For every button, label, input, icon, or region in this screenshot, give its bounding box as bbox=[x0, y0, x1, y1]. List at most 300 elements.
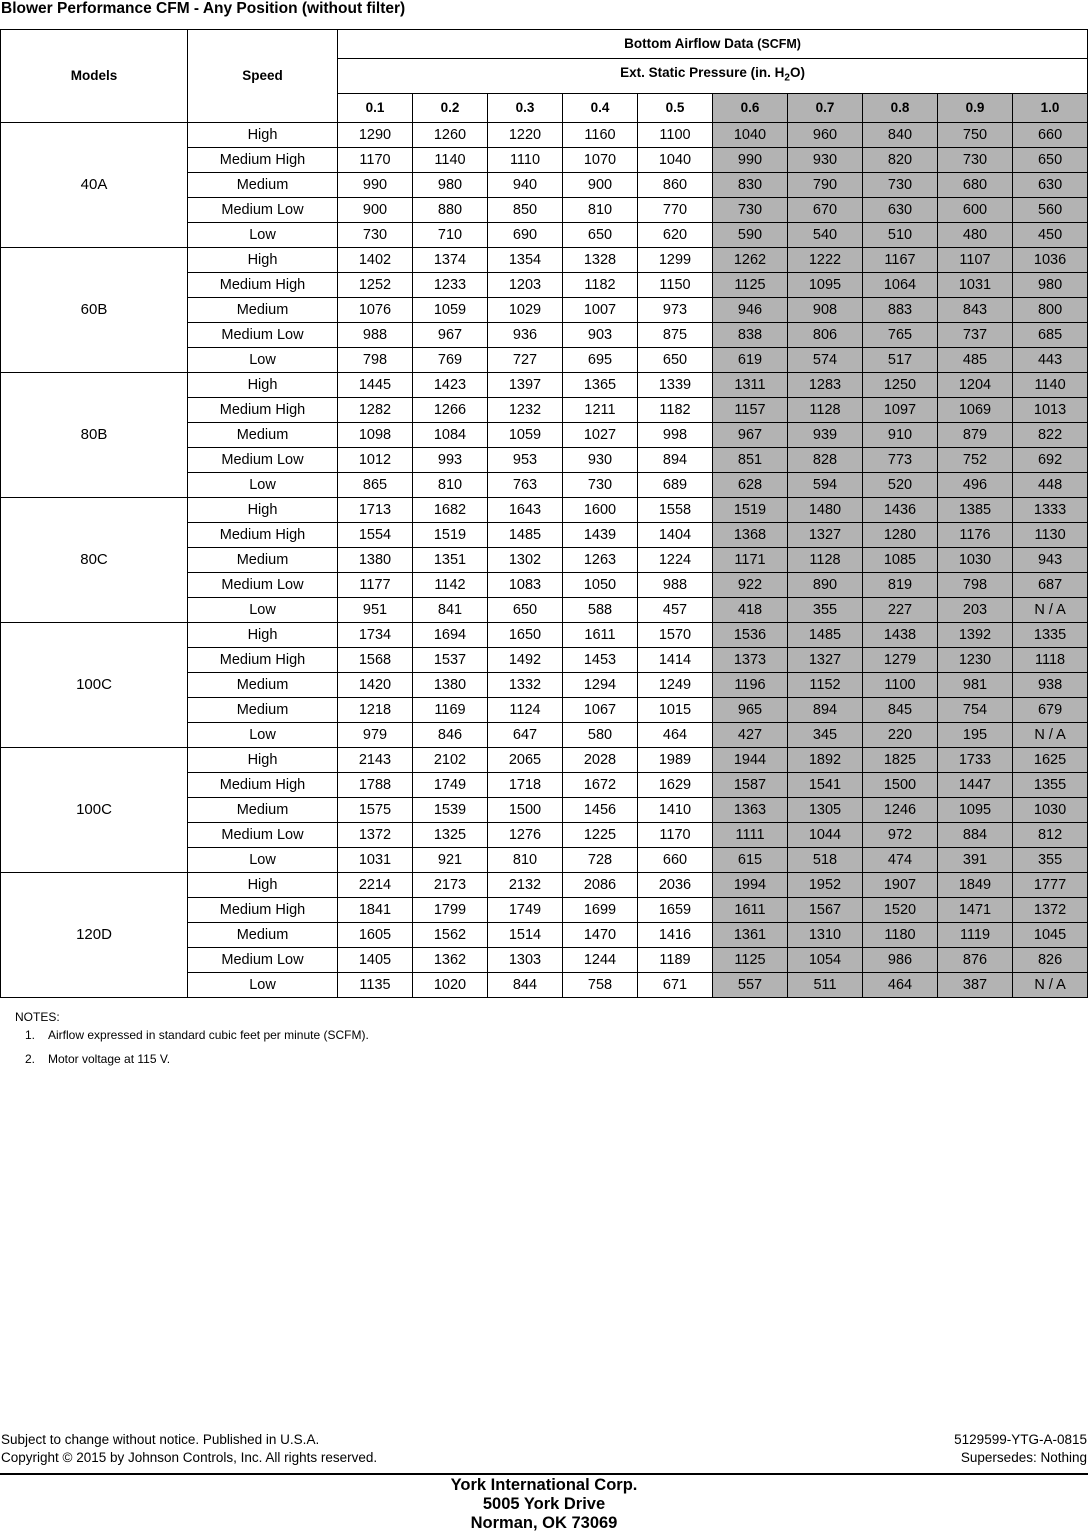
airflow-value-cell: 1054 bbox=[788, 947, 863, 972]
airflow-value-cell: 1713 bbox=[338, 497, 413, 522]
airflow-value-cell: 1107 bbox=[938, 247, 1013, 272]
airflow-value-cell: 1280 bbox=[863, 522, 938, 547]
airflow-value-cell: 828 bbox=[788, 447, 863, 472]
airflow-value-cell: 1439 bbox=[563, 522, 638, 547]
speed-column-header: Speed bbox=[188, 30, 338, 123]
airflow-value-cell: 826 bbox=[1013, 947, 1088, 972]
airflow-value-cell: 227 bbox=[863, 597, 938, 622]
airflow-value-cell: 1447 bbox=[938, 772, 1013, 797]
airflow-value-cell: 1152 bbox=[788, 672, 863, 697]
airflow-value-cell: 1682 bbox=[413, 497, 488, 522]
airflow-value-cell: 822 bbox=[1013, 422, 1088, 447]
airflow-value-cell: 480 bbox=[938, 222, 1013, 247]
speed-cell: Medium Low bbox=[188, 822, 338, 847]
airflow-value-cell: 1749 bbox=[413, 772, 488, 797]
airflow-value-cell: 615 bbox=[713, 847, 788, 872]
airflow-value-cell: 1372 bbox=[1013, 897, 1088, 922]
airflow-value-cell: 1471 bbox=[938, 897, 1013, 922]
airflow-value-cell: 830 bbox=[713, 172, 788, 197]
airflow-value-cell: 1170 bbox=[338, 147, 413, 172]
airflow-value-cell: 1365 bbox=[563, 372, 638, 397]
airflow-value-cell: 883 bbox=[863, 297, 938, 322]
airflow-value-cell: 1225 bbox=[563, 822, 638, 847]
airflow-value-cell: 812 bbox=[1013, 822, 1088, 847]
airflow-value-cell: 630 bbox=[1013, 172, 1088, 197]
airflow-value-cell: 973 bbox=[638, 297, 713, 322]
airflow-value-cell: 630 bbox=[863, 197, 938, 222]
speed-cell: High bbox=[188, 497, 338, 522]
airflow-value-cell: 1249 bbox=[638, 672, 713, 697]
pressure-header-cell: 1.0 bbox=[1013, 93, 1088, 122]
airflow-value-cell: 1290 bbox=[338, 122, 413, 147]
airflow-value-cell: 1327 bbox=[788, 647, 863, 672]
airflow-value-cell: 752 bbox=[938, 447, 1013, 472]
airflow-value-cell: 810 bbox=[413, 472, 488, 497]
airflow-value-cell: 1030 bbox=[1013, 797, 1088, 822]
airflow-value-cell: 1841 bbox=[338, 897, 413, 922]
airflow-value-cell: 2036 bbox=[638, 872, 713, 897]
airflow-value-cell: 981 bbox=[938, 672, 1013, 697]
airflow-value-cell: 1044 bbox=[788, 822, 863, 847]
airflow-value-cell: N / A bbox=[1013, 972, 1088, 997]
table-row bbox=[1, 872, 1088, 897]
footer-city: Norman, OK 73069 bbox=[470, 1514, 618, 1532]
airflow-value-cell: 841 bbox=[413, 597, 488, 622]
airflow-value-cell: 1541 bbox=[788, 772, 863, 797]
airflow-value-cell: 660 bbox=[638, 847, 713, 872]
airflow-value-cell: 758 bbox=[563, 972, 638, 997]
airflow-value-cell: 1453 bbox=[563, 647, 638, 672]
pressure-header-cell: 0.5 bbox=[638, 93, 713, 122]
airflow-value-cell: 2065 bbox=[488, 747, 563, 772]
airflow-value-cell: 1605 bbox=[338, 922, 413, 947]
airflow-value-cell: 689 bbox=[638, 472, 713, 497]
airflow-value-cell: 1211 bbox=[563, 397, 638, 422]
airflow-value-cell: 1361 bbox=[713, 922, 788, 947]
airflow-value-cell: 1368 bbox=[713, 522, 788, 547]
airflow-value-cell: 1520 bbox=[863, 897, 938, 922]
airflow-value-cell: 894 bbox=[638, 447, 713, 472]
speed-cell: Low bbox=[188, 222, 338, 247]
airflow-value-cell: 1485 bbox=[788, 622, 863, 647]
airflow-value-cell: 727 bbox=[488, 347, 563, 372]
airflow-value-cell: 1125 bbox=[713, 947, 788, 972]
airflow-value-cell: 1059 bbox=[488, 422, 563, 447]
airflow-value-cell: 464 bbox=[638, 722, 713, 747]
airflow-value-cell: 1325 bbox=[413, 822, 488, 847]
pressure-header-cell: 0.9 bbox=[938, 93, 1013, 122]
speed-cell: Medium Low bbox=[188, 197, 338, 222]
airflow-value-cell: 1218 bbox=[338, 697, 413, 722]
airflow-value-cell: 345 bbox=[788, 722, 863, 747]
footer-supersedes: Supersedes: Nothing bbox=[960, 1450, 1087, 1465]
airflow-value-cell: 574 bbox=[788, 347, 863, 372]
airflow-value-cell: 1182 bbox=[638, 397, 713, 422]
airflow-value-cell: 1262 bbox=[713, 247, 788, 272]
airflow-value-cell: 900 bbox=[563, 172, 638, 197]
airflow-value-cell: 730 bbox=[338, 222, 413, 247]
speed-cell: High bbox=[188, 247, 338, 272]
table-row bbox=[1, 497, 1088, 522]
airflow-value-cell: 930 bbox=[563, 447, 638, 472]
models-column-header: Models bbox=[1, 30, 188, 123]
airflow-value-cell: 1177 bbox=[338, 572, 413, 597]
airflow-value-cell: N / A bbox=[1013, 722, 1088, 747]
notes-list bbox=[15, 1027, 369, 1067]
speed-cell: Medium bbox=[188, 172, 338, 197]
airflow-value-cell: 195 bbox=[938, 722, 1013, 747]
airflow-value-cell: 1311 bbox=[713, 372, 788, 397]
airflow-value-cell: 1362 bbox=[413, 947, 488, 972]
airflow-value-cell: 1128 bbox=[788, 397, 863, 422]
airflow-value-cell: 1294 bbox=[563, 672, 638, 697]
speed-cell: Low bbox=[188, 972, 338, 997]
model-cell: 60B bbox=[1, 247, 188, 372]
speed-cell: Medium High bbox=[188, 147, 338, 172]
airflow-value-cell: 2028 bbox=[563, 747, 638, 772]
airflow-value-cell: 1157 bbox=[713, 397, 788, 422]
airflow-value-cell: 838 bbox=[713, 322, 788, 347]
airflow-value-cell: 1849 bbox=[938, 872, 1013, 897]
airflow-value-cell: 1536 bbox=[713, 622, 788, 647]
airflow-value-cell: 580 bbox=[563, 722, 638, 747]
airflow-value-cell: 1672 bbox=[563, 772, 638, 797]
airflow-value-cell: 765 bbox=[863, 322, 938, 347]
airflow-value-cell: 1355 bbox=[1013, 772, 1088, 797]
airflow-value-cell: 1404 bbox=[638, 522, 713, 547]
airflow-value-cell: 679 bbox=[1013, 697, 1088, 722]
airflow-value-cell: 418 bbox=[713, 597, 788, 622]
airflow-value-cell: 443 bbox=[1013, 347, 1088, 372]
airflow-value-cell: 1558 bbox=[638, 497, 713, 522]
airflow-value-cell: 1339 bbox=[638, 372, 713, 397]
speed-cell: Medium High bbox=[188, 647, 338, 672]
airflow-value-cell: 2086 bbox=[563, 872, 638, 897]
airflow-value-cell: 1030 bbox=[938, 547, 1013, 572]
airflow-value-cell: 1500 bbox=[488, 797, 563, 822]
airflow-value-cell: 1203 bbox=[488, 272, 563, 297]
airflow-value-cell: 457 bbox=[638, 597, 713, 622]
airflow-value-cell: 938 bbox=[1013, 672, 1088, 697]
airflow-value-cell: 1031 bbox=[938, 272, 1013, 297]
speed-cell: Medium Low bbox=[188, 447, 338, 472]
airflow-value-cell: 980 bbox=[1013, 272, 1088, 297]
airflow-value-cell: 1380 bbox=[338, 547, 413, 572]
airflow-value-cell: 450 bbox=[1013, 222, 1088, 247]
airflow-value-cell: 798 bbox=[338, 347, 413, 372]
airflow-value-cell: 1380 bbox=[413, 672, 488, 697]
airflow-value-cell: 936 bbox=[488, 322, 563, 347]
airflow-value-cell: 737 bbox=[938, 322, 1013, 347]
airflow-value-cell: 1562 bbox=[413, 922, 488, 947]
airflow-value-cell: 1397 bbox=[488, 372, 563, 397]
airflow-value-cell: 1492 bbox=[488, 647, 563, 672]
airflow-value-cell: 1244 bbox=[563, 947, 638, 972]
note-number: 2. bbox=[24, 1052, 35, 1066]
airflow-value-cell: 1118 bbox=[1013, 647, 1088, 672]
airflow-value-cell: 875 bbox=[638, 322, 713, 347]
airflow-value-cell: 1335 bbox=[1013, 622, 1088, 647]
airflow-value-cell: 730 bbox=[938, 147, 1013, 172]
airflow-value-cell: 619 bbox=[713, 347, 788, 372]
table-row bbox=[1, 622, 1088, 647]
airflow-value-cell: 1176 bbox=[938, 522, 1013, 547]
airflow-value-cell: 687 bbox=[1013, 572, 1088, 597]
airflow-value-cell: 951 bbox=[338, 597, 413, 622]
airflow-value-cell: 1907 bbox=[863, 872, 938, 897]
airflow-value-cell: 865 bbox=[338, 472, 413, 497]
footer-disclaimer bbox=[1, 1431, 377, 1467]
table-row bbox=[1, 747, 1088, 772]
speed-cell: Medium bbox=[188, 547, 338, 572]
airflow-value-cell: 710 bbox=[413, 222, 488, 247]
airflow-value-cell: 979 bbox=[338, 722, 413, 747]
airflow-value-cell: 1554 bbox=[338, 522, 413, 547]
airflow-value-cell: 1414 bbox=[638, 647, 713, 672]
airflow-value-cell: 1373 bbox=[713, 647, 788, 672]
airflow-value-cell: 355 bbox=[1013, 847, 1088, 872]
airflow-value-cell: 1625 bbox=[1013, 747, 1088, 772]
airflow-value-cell: 806 bbox=[788, 322, 863, 347]
airflow-value-cell: 1570 bbox=[638, 622, 713, 647]
airflow-value-cell: 1276 bbox=[488, 822, 563, 847]
model-cell: 80B bbox=[1, 372, 188, 497]
airflow-value-cell: 1629 bbox=[638, 772, 713, 797]
speed-cell: High bbox=[188, 872, 338, 897]
note-text: Motor voltage at 115 V. bbox=[48, 1052, 171, 1066]
airflow-value-cell: 1470 bbox=[563, 922, 638, 947]
airflow-value-cell: 485 bbox=[938, 347, 1013, 372]
speed-cell: Medium Low bbox=[188, 572, 338, 597]
airflow-value-cell: 988 bbox=[338, 322, 413, 347]
airflow-value-cell: 1514 bbox=[488, 922, 563, 947]
airflow-value-cell: 1125 bbox=[713, 272, 788, 297]
airflow-value-cell: 1423 bbox=[413, 372, 488, 397]
airflow-value-cell: 1067 bbox=[563, 697, 638, 722]
airflow-value-cell: 1282 bbox=[338, 397, 413, 422]
table-row bbox=[1, 372, 1088, 397]
airflow-value-cell: 1012 bbox=[338, 447, 413, 472]
airflow-value-cell: 986 bbox=[863, 947, 938, 972]
footer-divider bbox=[0, 1473, 1088, 1475]
airflow-value-cell: 203 bbox=[938, 597, 1013, 622]
airflow-value-cell: 770 bbox=[638, 197, 713, 222]
note-text: Airflow expressed in standard cubic feet per minute (SCFM). bbox=[48, 1028, 369, 1042]
airflow-value-cell: 1643 bbox=[488, 497, 563, 522]
airflow-value-cell: 1279 bbox=[863, 647, 938, 672]
airflow-value-cell: 557 bbox=[713, 972, 788, 997]
note-item bbox=[15, 1051, 369, 1067]
airflow-value-cell: 1363 bbox=[713, 797, 788, 822]
airflow-value-cell: 939 bbox=[788, 422, 863, 447]
airflow-value-cell: 517 bbox=[863, 347, 938, 372]
airflow-value-cell: 940 bbox=[488, 172, 563, 197]
airflow-value-cell: 965 bbox=[713, 697, 788, 722]
airflow-value-cell: 1266 bbox=[413, 397, 488, 422]
airflow-value-cell: 1374 bbox=[413, 247, 488, 272]
airflow-value-cell: 594 bbox=[788, 472, 863, 497]
airflow-value-cell: 1182 bbox=[563, 272, 638, 297]
airflow-value-cell: N / A bbox=[1013, 597, 1088, 622]
airflow-value-cell: 1519 bbox=[713, 497, 788, 522]
airflow-value-cell: 843 bbox=[938, 297, 1013, 322]
note-number: 1. bbox=[24, 1028, 35, 1042]
airflow-value-cell: 1944 bbox=[713, 747, 788, 772]
airflow-value-cell: 588 bbox=[563, 597, 638, 622]
blower-performance-table bbox=[0, 29, 1088, 998]
airflow-value-cell: 1416 bbox=[638, 922, 713, 947]
airflow-value-cell: 1050 bbox=[563, 572, 638, 597]
airflow-value-cell: 1305 bbox=[788, 797, 863, 822]
airflow-value-cell: 1568 bbox=[338, 647, 413, 672]
airflow-value-cell: 1097 bbox=[863, 397, 938, 422]
airflow-value-cell: 1100 bbox=[638, 122, 713, 147]
airflow-value-cell: 946 bbox=[713, 297, 788, 322]
speed-cell: Medium bbox=[188, 797, 338, 822]
airflow-value-cell: 1124 bbox=[488, 697, 563, 722]
footer-company-address bbox=[0, 1476, 1088, 1533]
airflow-value-cell: 647 bbox=[488, 722, 563, 747]
note-item bbox=[15, 1027, 369, 1043]
airflow-value-cell: 894 bbox=[788, 697, 863, 722]
airflow-value-cell: 1777 bbox=[1013, 872, 1088, 897]
airflow-value-cell: 518 bbox=[788, 847, 863, 872]
airflow-value-cell: 1110 bbox=[488, 147, 563, 172]
airflow-value-cell: 728 bbox=[563, 847, 638, 872]
speed-cell: Medium bbox=[188, 672, 338, 697]
airflow-value-cell: 1095 bbox=[788, 272, 863, 297]
airflow-value-cell: 1150 bbox=[638, 272, 713, 297]
airflow-value-cell: 660 bbox=[1013, 122, 1088, 147]
airflow-value-cell: 998 bbox=[638, 422, 713, 447]
airflow-value-cell: 1650 bbox=[488, 622, 563, 647]
airflow-value-cell: 921 bbox=[413, 847, 488, 872]
airflow-value-cell: 903 bbox=[563, 322, 638, 347]
airflow-value-cell: 930 bbox=[788, 147, 863, 172]
airflow-value-cell: 1600 bbox=[563, 497, 638, 522]
airflow-value-cell: 1220 bbox=[488, 122, 563, 147]
airflow-value-cell: 846 bbox=[413, 722, 488, 747]
airflow-value-cell: 1892 bbox=[788, 747, 863, 772]
airflow-value-cell: 879 bbox=[938, 422, 1013, 447]
airflow-value-cell: 1611 bbox=[713, 897, 788, 922]
airflow-value-cell: 1233 bbox=[413, 272, 488, 297]
speed-cell: Medium High bbox=[188, 897, 338, 922]
airflow-value-cell: 1825 bbox=[863, 747, 938, 772]
airflow-value-cell: 960 bbox=[788, 122, 863, 147]
table-row bbox=[1, 247, 1088, 272]
model-cell: 100C bbox=[1, 747, 188, 872]
speed-cell: Medium High bbox=[188, 272, 338, 297]
speed-cell: Medium Low bbox=[188, 322, 338, 347]
airflow-value-cell: 1354 bbox=[488, 247, 563, 272]
airflow-value-cell: 810 bbox=[563, 197, 638, 222]
pressure-header-cell: 0.3 bbox=[488, 93, 563, 122]
airflow-value-cell: 1064 bbox=[863, 272, 938, 297]
airflow-value-cell: 910 bbox=[863, 422, 938, 447]
airflow-value-cell: 773 bbox=[863, 447, 938, 472]
airflow-value-cell: 1537 bbox=[413, 647, 488, 672]
airflow-value-cell: 520 bbox=[863, 472, 938, 497]
airflow-value-cell: 1119 bbox=[938, 922, 1013, 947]
footer-copyright: Copyright © 2015 by Johnson Controls, Inc. All rights reserved. bbox=[1, 1450, 378, 1465]
airflow-value-cell: 1299 bbox=[638, 247, 713, 272]
airflow-value-cell: 671 bbox=[638, 972, 713, 997]
airflow-value-cell: 2214 bbox=[338, 872, 413, 897]
static-pressure-header bbox=[338, 59, 1088, 94]
airflow-value-cell: 1302 bbox=[488, 547, 563, 572]
airflow-value-cell: 2132 bbox=[488, 872, 563, 897]
airflow-value-cell: 695 bbox=[563, 347, 638, 372]
pressure-header-cell: 0.4 bbox=[563, 93, 638, 122]
airflow-value-cell: 474 bbox=[863, 847, 938, 872]
airflow-value-cell: 1718 bbox=[488, 772, 563, 797]
static-pressure-header-subscript: 2 bbox=[784, 72, 790, 84]
footer-document-number: 5129599-YTG-A-0815 bbox=[954, 1432, 1087, 1447]
airflow-value-cell: 1438 bbox=[863, 622, 938, 647]
airflow-value-cell: 1385 bbox=[938, 497, 1013, 522]
airflow-value-cell: 1204 bbox=[938, 372, 1013, 397]
airflow-value-cell: 1036 bbox=[1013, 247, 1088, 272]
airflow-value-cell: 1135 bbox=[338, 972, 413, 997]
airflow-value-cell: 1519 bbox=[413, 522, 488, 547]
airflow-value-cell: 2102 bbox=[413, 747, 488, 772]
airflow-value-cell: 1140 bbox=[1013, 372, 1088, 397]
airflow-value-cell: 1587 bbox=[713, 772, 788, 797]
airflow-value-cell: 1160 bbox=[563, 122, 638, 147]
notes-section bbox=[15, 1009, 369, 1075]
airflow-value-cell: 1167 bbox=[863, 247, 938, 272]
airflow-value-cell: 754 bbox=[938, 697, 1013, 722]
pressure-header-cell: 0.2 bbox=[413, 93, 488, 122]
speed-cell: Medium High bbox=[188, 397, 338, 422]
airflow-value-cell: 650 bbox=[1013, 147, 1088, 172]
airflow-value-cell: 1140 bbox=[413, 147, 488, 172]
footer-street: 5005 York Drive bbox=[482, 1495, 606, 1513]
airflow-value-cell: 1328 bbox=[563, 247, 638, 272]
airflow-value-cell: 427 bbox=[713, 722, 788, 747]
airflow-value-cell: 1084 bbox=[413, 422, 488, 447]
airflow-value-cell: 464 bbox=[863, 972, 938, 997]
airflow-value-cell: 1250 bbox=[863, 372, 938, 397]
model-cell: 100C bbox=[1, 622, 188, 747]
airflow-value-cell: 1611 bbox=[563, 622, 638, 647]
airflow-value-cell: 1567 bbox=[788, 897, 863, 922]
airflow-value-cell: 798 bbox=[938, 572, 1013, 597]
airflow-value-cell: 1402 bbox=[338, 247, 413, 272]
airflow-value-cell: 1015 bbox=[638, 697, 713, 722]
airflow-value-cell: 1059 bbox=[413, 297, 488, 322]
airflow-value-cell: 1436 bbox=[863, 497, 938, 522]
airflow-value-cell: 650 bbox=[488, 597, 563, 622]
airflow-value-cell: 967 bbox=[713, 422, 788, 447]
speed-cell: Medium High bbox=[188, 522, 338, 547]
airflow-value-cell: 800 bbox=[1013, 297, 1088, 322]
speed-cell: Medium High bbox=[188, 772, 338, 797]
pressure-header-cell: 0.8 bbox=[863, 93, 938, 122]
airflow-value-cell: 1372 bbox=[338, 822, 413, 847]
airflow-value-cell: 2173 bbox=[413, 872, 488, 897]
airflow-value-cell: 1799 bbox=[413, 897, 488, 922]
airflow-value-cell: 1699 bbox=[563, 897, 638, 922]
airflow-value-cell: 1410 bbox=[638, 797, 713, 822]
airflow-value-cell: 990 bbox=[338, 172, 413, 197]
speed-cell: High bbox=[188, 622, 338, 647]
airflow-value-cell: 387 bbox=[938, 972, 1013, 997]
airflow-value-cell: 1070 bbox=[563, 147, 638, 172]
airflow-value-cell: 953 bbox=[488, 447, 563, 472]
airflow-value-cell: 1085 bbox=[863, 547, 938, 572]
